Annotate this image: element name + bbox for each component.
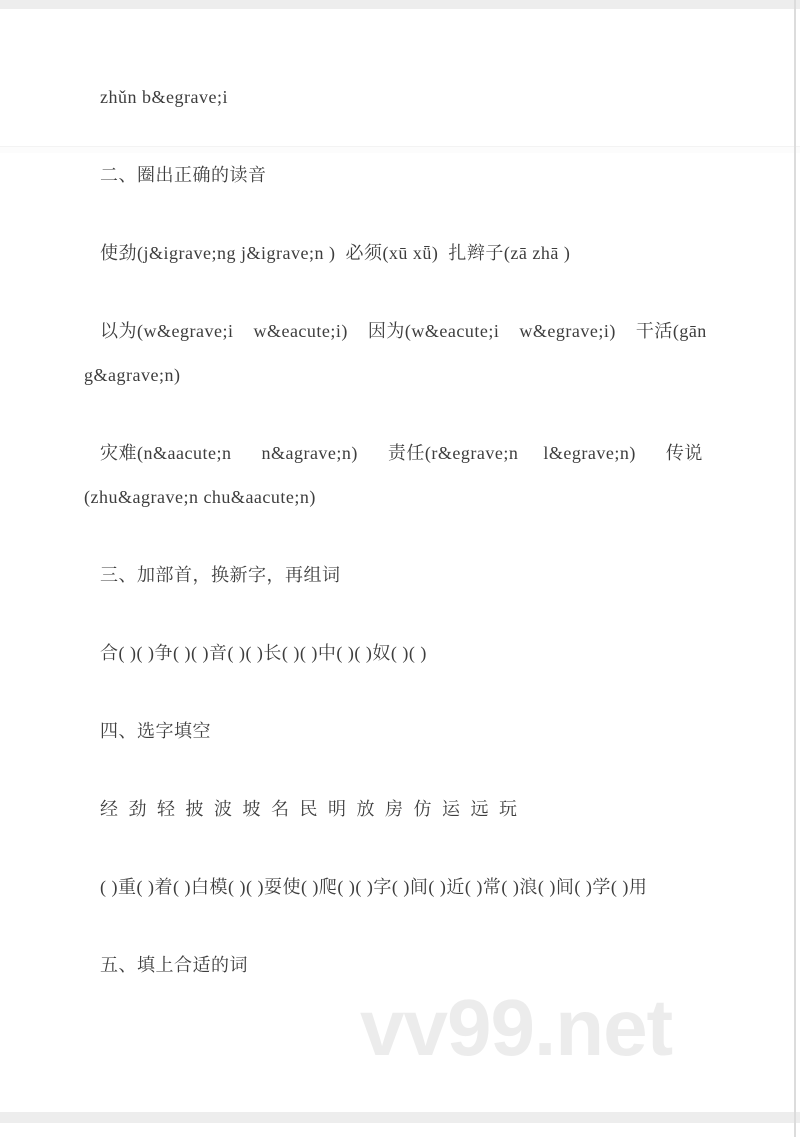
page-separator-bottom bbox=[0, 1112, 800, 1123]
page-right-edge bbox=[794, 0, 796, 1137]
text-line: 四、选字填空 bbox=[100, 721, 211, 741]
text-line: 以为(w&egrave;i w&eacute;i) 因为(w&eacute;i w&egrave;i) 干活(gān bbox=[100, 321, 707, 341]
text-line: zhǔn b&egrave;i bbox=[100, 87, 228, 107]
text-line: 灾难(n&aacute;n n&agrave;n) 责任(r&egrave;n l&egrave;n) 传说 bbox=[100, 443, 703, 463]
text-line: ( )重( )着( )白模( )( )耍使( )爬( )( )字( )间( )近( )常( )浪( )间( )学( )用 bbox=[100, 877, 648, 897]
watermark: vv99.net bbox=[360, 983, 673, 1072]
text-line: (zhu&agrave;n chu&aacute;n) bbox=[84, 487, 316, 507]
text-line: 三、加部首，换新字，再组词 bbox=[100, 565, 341, 585]
text-line: 五、填上合适的词 bbox=[100, 955, 248, 975]
text-line: 二、圈出正确的读音 bbox=[100, 165, 267, 185]
text-line: 经 劲 轻 披 波 坡 名 民 明 放 房 仿 运 远 玩 bbox=[100, 799, 518, 819]
text-line: 合( )( )争( )( )音( )( )长( )( )中( )( )奴( )( ) bbox=[100, 643, 427, 663]
text-line: g&agrave;n) bbox=[84, 365, 181, 385]
text-line: 使劲(j&igrave;ng j&igrave;n ) 必须(xū xǖ) 扎辫子(zā zhā ) bbox=[100, 243, 571, 263]
